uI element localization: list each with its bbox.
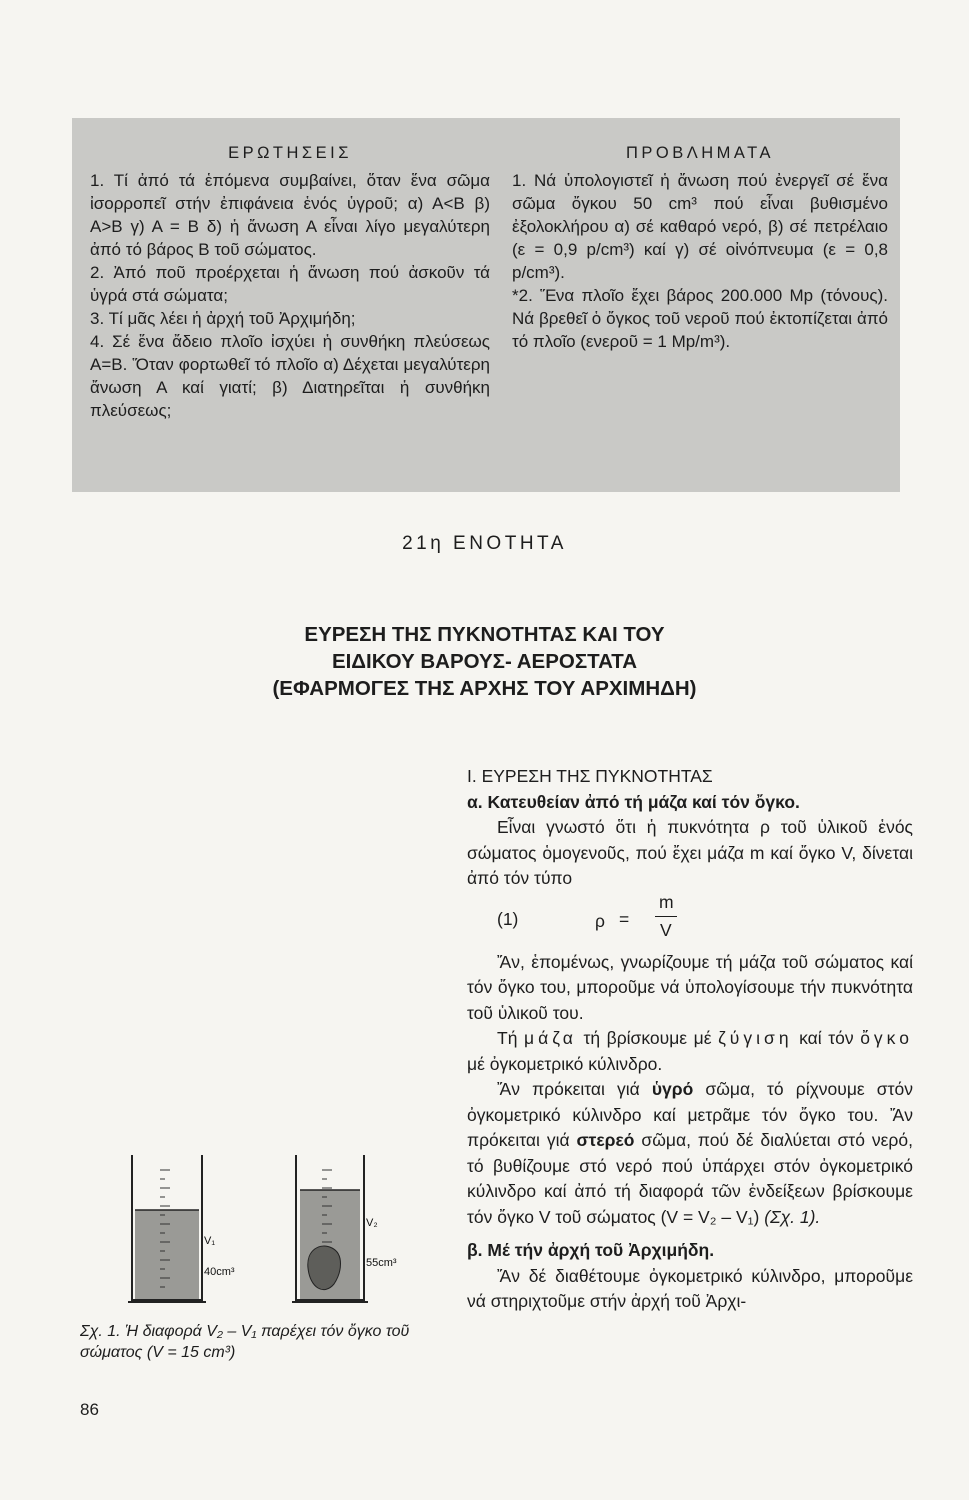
question-item: 3. Τί μᾶς λέει ἡ ἀρχή τοῦ Ἀρχιμήδη; — [90, 309, 356, 328]
title-line: ΕΙΔΙΚΟΥ ΒΑΡΟΥΣ- ΑΕΡΟΣΤΑΤΑ — [331, 650, 638, 673]
text-span: σῶμα, πού δέ διαλύεται στό νερό, τό βυθίζουμε στό νερό πού ὑπάρχει στόν ὀγκομετρικό κύλινδρο καί ἀπό τή διαφορά τῶν ἐνδείξεων βρίσκουμε τόν ὄγκο V τοῦ σώματος (V = V₂ – V₁) — [467, 1130, 913, 1227]
problems-heading: ΠΡΟΒΛΗΜΑΤΑ — [625, 144, 775, 162]
body-text — [467, 764, 913, 1315]
emphasis-liquid: ὑγρό — [651, 1079, 694, 1099]
subsection-b-heading: β. Μέ τήν ἀρχή τοῦ Ἀρχιμήδη. — [467, 1240, 715, 1260]
label-40cm3: 40cm³ — [204, 1266, 235, 1278]
paragraph: Ἄν δέ διαθέτουμε ὀγκομετρικό κύλινδρο, μποροῦμε νά στηριχτοῦμε στήν ἀρχή τοῦ Ἀρχι- — [467, 1265, 913, 1311]
formula-equals: = — [619, 908, 630, 929]
fraction-bar — [655, 916, 677, 917]
question-item: 2. Ἀπό ποῦ προέρχεται ἡ ἄνωση πού ἀσκοῦν τά ὑγρά στά σώματα; — [90, 263, 490, 305]
text-span: τή βρίσκουμε μέ — [583, 1028, 712, 1048]
density-formula — [467, 891, 913, 944]
paragraph: Εἶναι γνωστό ὅτι ἡ πυκνότητα ρ τοῦ ὑλικοῦ ἑνός σώματος ὁμογενοῦς, πού ἔχει μάζα m καί ὄγκο V, δίνεται ἀπό τόν τύπο — [467, 817, 913, 888]
text-span: καί τόν — [799, 1028, 854, 1048]
questions-heading: ΕΡΩΤΗΣΕΙΣ — [228, 144, 352, 162]
emphasis-volume: ὄγκο — [860, 1028, 913, 1048]
text-span: σῶμα, τό ρίχνουμε στόν ὀγκομετρικό κύλινδρο καί μετρᾶμε τόν ὄγκο του. Ἄν πρόκειται γιά — [467, 1079, 913, 1150]
paragraph: Ἄν, ἑπομένως, γνωρίζουμε τή μάζα τοῦ σώματος καί τόν ὄγκο του, μποροῦμε νά ὑπολογίσουμε τήν πυκνότητα τοῦ ὑλικοῦ του. — [467, 951, 913, 1023]
problems-column — [512, 142, 888, 353]
emphasis-mass: μάζα — [524, 1028, 577, 1048]
cylinder-2 — [292, 1155, 397, 1302]
text-span: Ἄν πρόκειται γιά — [497, 1079, 640, 1099]
figure-reference: (Σχ. 1). — [764, 1206, 821, 1227]
text-span: Τή — [497, 1028, 518, 1048]
text-span: μέ ὀγκομετρικό κύλινδρο. — [467, 1053, 663, 1074]
label-v2: V₂ — [366, 1217, 378, 1229]
label-55cm3: 55cm³ — [366, 1257, 397, 1269]
problem-item: *2. Ἕνα πλοῖο ἔχει βάρος 200.000 Mp (τόνους). Νά βρεθεῖ ὁ ὄγκος τοῦ νεροῦ πού ἐκτοπίζεται ἀπό τό πλοῖο (ενεροῦ = 1 Mp/m³). — [512, 286, 888, 351]
figure-graduated-cylinders — [120, 1150, 440, 1310]
formula-numerator: m — [659, 891, 674, 912]
page-number: 86 — [80, 1400, 99, 1419]
paragraph — [467, 1026, 913, 1077]
emphasis-weighing: ζύγιση — [718, 1028, 793, 1048]
section-1-heading: Ι. ΕΥΡΕΣΗ ΤΗΣ ΠΥΚΝΟΤΗΤΑΣ — [467, 766, 713, 786]
figure-caption: Σχ. 1. Ἡ διαφορά V₂ – V₁ παρέχει τόν ὄγκο τοῦ σώματος (V = 15 cm³) — [80, 1323, 410, 1361]
title-line: (ΕΦΑΡΜΟΓΕΣ ΤΗΣ ΑΡΧΗΣ ΤΟΥ ΑΡΧΙΜΗΔΗ) — [272, 677, 697, 700]
cylinders-illustration — [120, 1150, 440, 1310]
chapter-title — [0, 621, 969, 702]
questions-column — [90, 142, 490, 422]
label-v1: V₁ — [204, 1235, 216, 1247]
formula-rho: ρ — [595, 910, 605, 931]
question-item: 1. Τί ἀπό τά ἑπόμενα συμβαίνει, ὅταν ἕνα σῶμα ἰσορροπεῖ στήν ἐπιφάνεια ἑνός ὑγροῦ; α) Α<Β β) Α>Β γ) Α = Β δ) ἡ ἄνωση Α εἶναι λίγο μεγαλύτερη ἀπό τό βάρος Β τοῦ σώματος. — [90, 171, 490, 259]
emphasis-solid: στερεό — [576, 1130, 635, 1150]
subsection-a-heading: α. Κατευθείαν ἀπό τή μάζα καί τόν ὄγκο. — [467, 791, 800, 812]
title-line: ΕΥΡΕΣΗ ΤΗΣ ΠΥΚΝΟΤΗΤΑΣ ΚΑΙ ΤΟΥ — [304, 623, 665, 646]
paragraph — [467, 1077, 913, 1230]
question-item: 4. Σέ ἕνα ἄδειο πλοῖο ἰσχύει ἡ συνθήκη πλεύσεως Α=Β. Ὅταν φορτωθεῖ τό πλοῖο α) Δέχεται μεγαλύτερη ἄνωση Α καί γιατί; β) Διατηρεῖται ἡ συνθήκη πλεύσεως; — [90, 332, 490, 420]
cylinder-1 — [128, 1155, 235, 1302]
formula-denominator: V — [660, 919, 672, 940]
problem-item: 1. Νά ὑπολογιστεῖ ἡ ἄνωση πού ἐνεργεῖ σέ ἕνα σῶμα ὄγκου 50 cm³ πού εἶναι βυθισμένο ἐξολοκλήρου α) σέ καθαρό νερό, β) σέ πετρέλαιο (ε = 0,9 p/cm³) καί γ) σέ οἰνόπνευμα (ε = 0,8 p/cm³). — [512, 171, 888, 282]
formula-number: (1) — [497, 908, 519, 929]
section-heading: 21η ΕΝΟΤΗΤΑ — [402, 533, 567, 554]
